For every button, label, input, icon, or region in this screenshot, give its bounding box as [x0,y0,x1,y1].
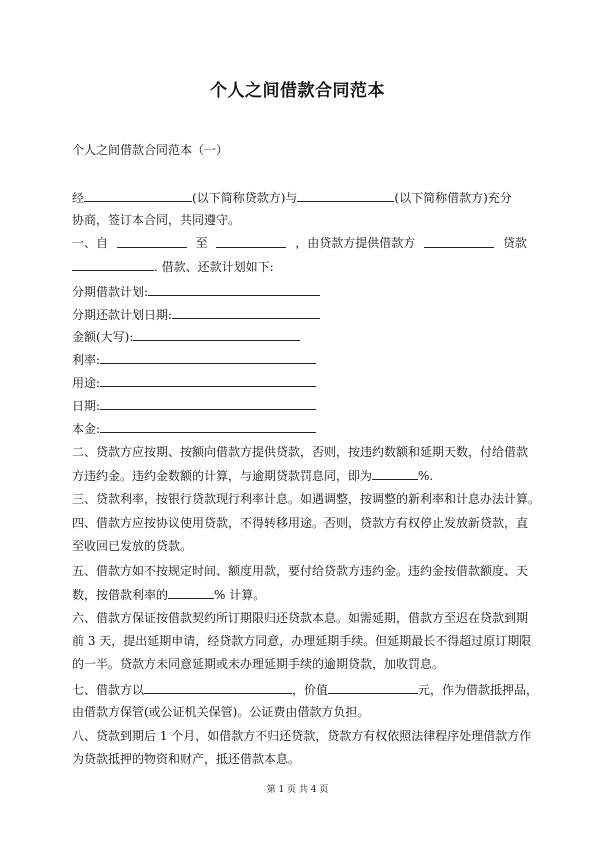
field-repayment-plan-date: 分期还款计划日期: [72,306,527,323]
start-date-blank [117,235,187,248]
clause-4-line-1: 四、借款方应按协议使用贷款，不得转移用途。否则，贷款方有权停止发放新贷款，直 [72,516,529,530]
field-amount-in-words: 金额(大写): [72,328,527,345]
collateral-value-blank [328,681,418,694]
clause-5-line-1: 五、借款方如不按规定时间、额度用款，要付给贷款方违约金。违约金按借款额度、天 [72,564,529,578]
page-footer: 第 1 页 共 4 页 [266,785,329,795]
clause-7-line-1: 七、借款方以 ，价值 元，作为借款抵押品， [72,683,539,697]
field-principal: 本金: [72,420,527,437]
loan-detail-blank [72,258,154,271]
document-title: 个人之间借款合同范本 [210,81,385,101]
preamble-line-1: 经 (以下简称贷款方)与 (以下简称借款方)充分 [72,191,512,205]
clause-7-line-2: 由借款方保管(或公证机关保管)。公证费由借款方负担。 [72,705,370,719]
clause-2-line-2: 方违约金。违约金数额的计算，与逾期贷款罚息同，即为 %. [72,469,434,483]
field-installment-loan-plan: 分期借款计划: [72,283,527,300]
clause-4-line-2: 至收回已发放的贷款。 [72,539,193,553]
clause-8-line-1: 八、贷款到期后 1 个月，如借款方不归还贷款，贷款方有权依照法律程序处理借款方作 [72,729,532,743]
penalty-rate-blank [372,467,418,480]
end-date-blank [216,235,286,248]
field-interest-rate: 利率: [72,351,527,368]
clause-3: 三、贷款利率，按银行贷款现行利率计息。如遇调整，按调整的新利率和计息办法计算。 [72,492,541,506]
clause-1-line-1: 一、自 至 ，由贷款方提供借款方 贷款 [72,236,527,250]
borrower-name-blank [297,189,394,202]
collateral-blank [144,681,292,694]
default-rate-blank [168,586,214,599]
lender-name-blank [84,189,192,202]
clause-2-line-1: 二、贷款方应按期、按额向借款方提供贷款，否则，按违约数额和延期天数，付给借款 [72,445,529,459]
field-purpose: 用途: [72,374,527,391]
field-date: 日期: [72,397,527,414]
clause-6-line-3: 的一半。贷款方未同意延期或未办理延期手续的逾期贷款，加收罚息。 [72,657,445,671]
preamble-line-2: 协商，签订本合同，共同遵守。 [72,213,241,227]
clause-8-line-2: 为贷款抵押的物资和财产，抵还借款本息。 [72,752,301,766]
clause-6-line-1: 六、借款方保证按借款契约所订期限归还贷款本息。如需延期，借款方至迟在贷款到期 [72,611,529,625]
contract-subtitle: 个人之间借款合同范本（一） [72,143,229,157]
clause-5-line-2: 数，按借款利率的 % 计算。 [72,588,266,602]
clause-6-line-2: 前 3 天，提出延期申请，经贷款方同意，办理延期手续。但延期最长不得超过原订期限 [72,634,532,648]
loan-amount-blank [424,235,494,248]
clause-1-line-2: . 借款、还款计划如下: [72,258,527,275]
